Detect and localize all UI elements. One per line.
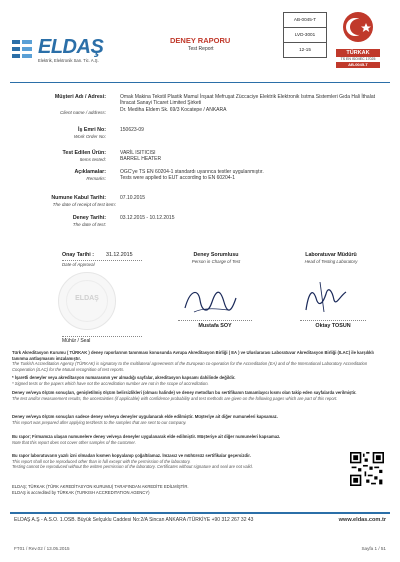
lab-manager-label: Laboratuvar Müdürü — [305, 252, 357, 258]
page-number: Sayfa 1 / 51 — [361, 546, 386, 551]
accreditation-line-en: ELDAŞ is accredited by TÜRKAK (TURKISH ACCREDITATION AGENCY) — [12, 489, 150, 495]
note-ilac-tr: Türk Akreditasyon Kurumu ( TÜRKAK ) deney raporlarının tanınması konusunda Avrupa Akreditasyon Birliği ( EA ) ve Uluslararası Laboratuvar Akreditasyon Birliği (ILAC) ile karşılıklı tanınma antlaşmasını imzalamıştır. — [12, 350, 374, 361]
test-date-value: 03.12.2015 - 10.12.2015 — [120, 215, 175, 221]
person-in-charge-en: Person in Charge of Test — [191, 259, 241, 264]
remarks-label-en: Remarks: — [86, 176, 106, 181]
person-in-charge-label: Deney Sorumlusu — [193, 252, 239, 258]
code-accreditation: AB-0045-T — [284, 13, 326, 28]
client-value: Omak Makina Tekstil Plastik Mamul İnşaat Mefruşat Züccaciye Elektrik Elektronik Isıtma Sistemleri Gıda Hali İthalat İhracat Sanayi Ticaret Limited Şirketi Dr. Mediha Eldem Sk. 69/3 Kocatepe / ANKARA — [120, 94, 375, 113]
lab-manager-name: Oktay TOSUN — [315, 323, 351, 329]
note-reproduction — [12, 453, 342, 470]
test-date-label: Deney Tarihi: — [72, 215, 106, 221]
turkak-badge — [336, 10, 380, 68]
work-order-value: 150623-09 — [120, 127, 144, 133]
note-signed-tests-tr: * İşaretli deneyler veya akreditasyon numarasının yer almadığı sayfalar, akreditasyon kapsamı dahilinde değildir. — [12, 375, 236, 380]
note-results — [12, 390, 388, 401]
company-logo-text: ELDAŞ — [38, 36, 104, 58]
report-code-box — [283, 12, 327, 58]
form-code: FT01 / Rev.02 / 13.05.2015 — [14, 546, 70, 551]
note-samples-tr: Bu rapor; Firmamıza ulaşan numunelere deney ve/veya deneyler uygulanarak elde edilmiştir. Müşteriye ait diğer numuneleri kapsamaz. — [12, 434, 281, 439]
turkak-emblem-icon — [336, 10, 380, 44]
note-ilac-en: The Turkish Accreditation Agency (TÜRKAK) is signatory to the multilateral agreements of the European co-operation for the Accreditation (EA) and of the International Laboratory Accreditation Cooperation (ILAC) for the Mutual recognition of test reports. — [12, 361, 368, 372]
accreditation-statement — [12, 484, 342, 495]
person-in-charge-name: Mustafa SOY — [198, 323, 232, 329]
note-reproduction-en: This report shall not be reproduced other than in full except with the permission of the laboratory. — [12, 458, 191, 464]
approval-date-en: Date of Approval — [62, 262, 95, 267]
receipt-date-label: Numune Kabul Tarihi: — [51, 195, 106, 201]
remarks-label: Açıklamalar: — [74, 169, 106, 175]
approval-dotline — [62, 260, 142, 261]
footer-address: ELDAŞ A.Ş - A.S.O. 1.OSB. Büyük Selçuklu Caddesi No:2/A Sincan ANKARA /TÜRKİYE +90 312 267 32 43 — [14, 517, 254, 523]
turkak-standard: TS EN ISO/IEC 17025 — [340, 57, 376, 61]
footer-website-link[interactable]: www.eldas.com.tr — [338, 517, 386, 523]
qr-code-icon — [350, 452, 384, 486]
work-order-label: İş Emri No: — [78, 127, 106, 133]
client-label: Müşteri Adı / Adresi: — [54, 94, 106, 100]
turkak-label: TÜRKAK — [336, 49, 380, 57]
remarks-value: OGC'ye TS EN 60204-1 standardı uyarınca testler uygulanmıştır. Tests were applied to EUT according to EN 60204-1 — [120, 169, 264, 182]
note-reproduction-tr: Bu rapor laboratuvarın yazılı izni olmadan kısmen kopyalanıp çoğaltılamaz. İmzasız ve mühürsüz sertifikalar geçersizdir. — [12, 453, 251, 458]
person-signature-icon — [180, 280, 240, 320]
client-label-en: Client name / address: — [60, 110, 106, 115]
note-applied-tests-en: This report was prepared after applying test/tests to the samples that are sent to our company. — [12, 419, 187, 425]
note-signed-tests — [12, 375, 388, 386]
turkak-code: AB-0045-T — [336, 62, 380, 68]
note-applied-tests — [12, 414, 388, 425]
note-signature-validity: Testing cannot be reproduced without the written permission of the laboratory. Certificates without signature and seal are not valid. — [12, 464, 253, 470]
items-tested-label: Test Edilen Ürün: — [62, 150, 106, 156]
note-signed-tests-en: * Signed tests or the papers which have not the accreditation number are not in the scope of accreditation. — [12, 380, 209, 386]
test-date-label-en: The date of test: — [72, 222, 106, 227]
company-seal — [58, 272, 116, 330]
person-dotline — [178, 320, 252, 321]
note-samples-en: Note that this report does not cover other samples of the customer. — [12, 439, 136, 445]
footer-divider — [10, 512, 390, 514]
code-date: 12-15 — [299, 47, 311, 52]
manager-signature-icon — [300, 276, 360, 318]
company-subtitle: Elektrik, Elektronik San. Tic. A.Ş. — [38, 58, 99, 63]
note-applied-tests-tr: Deney ve/veya ölçüm sonuçları sadece deney ve/veya deneyler uygulanarak elde edilmiştir. Müşteriye ait diğer numuneleri kapsamaz. — [12, 414, 278, 419]
note-samples — [12, 434, 388, 445]
approval-date-value: 31.12.2015 — [106, 252, 133, 258]
note-results-en: The test and/or measurement results, the uncertainties (if applicable) with confidence probability and test methods are given on the following pages which are part of this report. — [12, 395, 338, 401]
lab-manager-en: Head of Testing Laboratory — [304, 259, 358, 264]
items-tested-label-en: Items tested: — [79, 157, 106, 162]
receipt-date-label-en: The date of receipt of test item: — [52, 202, 116, 207]
receipt-date-value: 07.10.2015 — [120, 195, 146, 201]
eldas-logo-icon — [12, 38, 34, 60]
code-standard: LVD-3001 — [284, 28, 326, 43]
report-subtitle: Test Report — [188, 46, 214, 52]
header-divider — [10, 82, 390, 83]
manager-dotline — [300, 320, 366, 321]
work-order-label-en: Work Order No: — [73, 134, 106, 139]
note-results-tr: Deney ve/veya ölçüm sonuçları, genişletilmiş ölçüm belirsizlikleri (olması halinde) ve deney metodları bu sertifikanın tamamlayıcı kısmı olan takip eden sayfalarda verilmiştir. — [12, 390, 357, 395]
note-ilac — [12, 350, 388, 372]
seal-label: Mühür / Seal — [62, 338, 91, 344]
report-title: DENEY RAPORU — [170, 36, 231, 45]
seal-dotline — [62, 336, 142, 337]
items-tested-value: VARİL ISITICISI BARREL HEATER — [120, 150, 162, 163]
approval-date-label: Onay Tarihi : — [62, 252, 94, 258]
seal-text: ELDAŞ — [75, 295, 99, 302]
accreditation-line-tr: ELDAŞ; TÜRKAK (TÜRK AKREDİTASYON KURUMU) TARAFINDAN AKREDİTE EDİLMİŞTİR. — [12, 484, 189, 489]
